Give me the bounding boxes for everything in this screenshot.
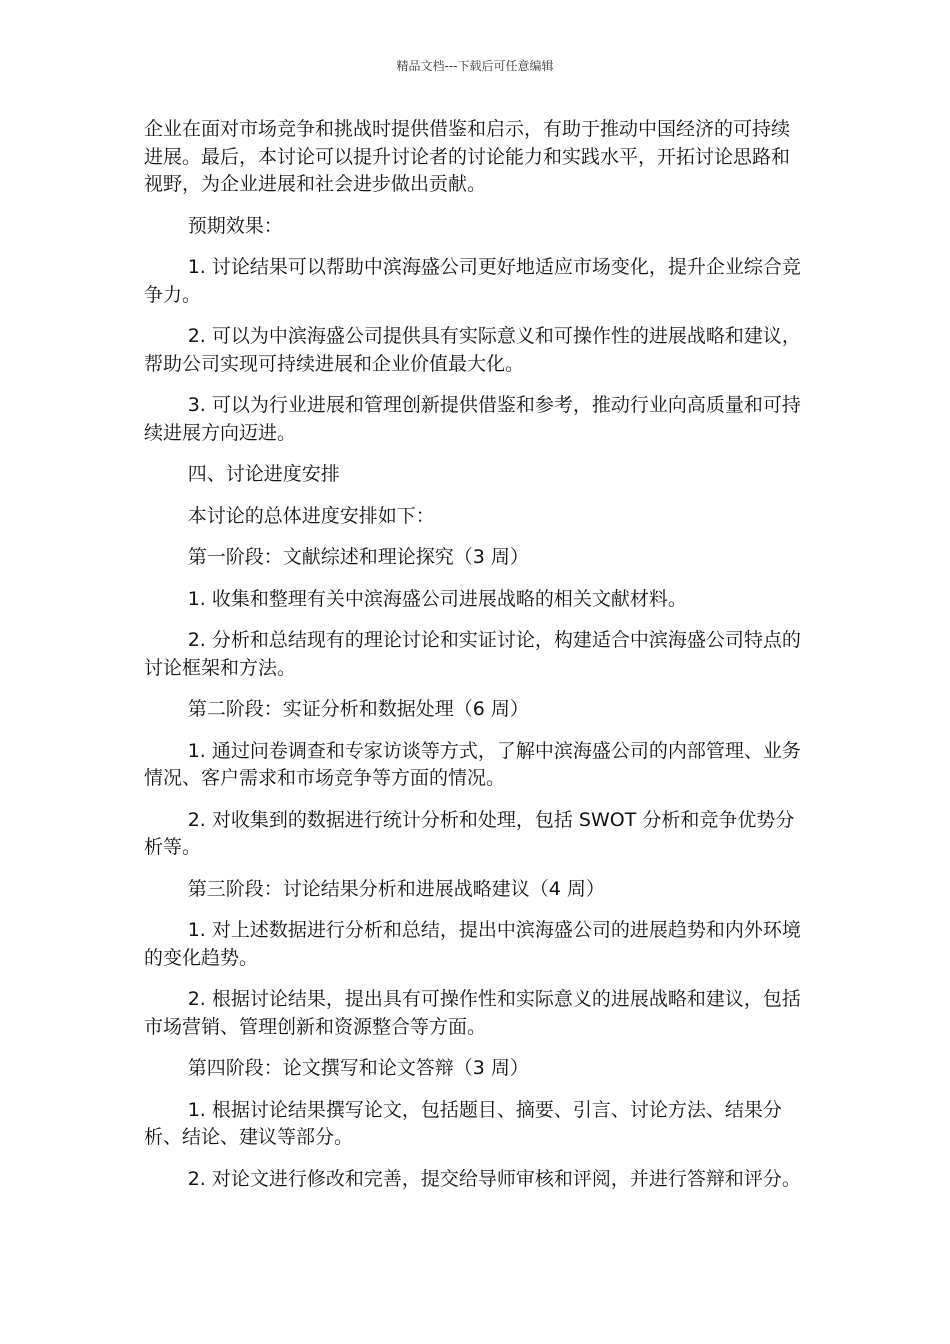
phase-heading: 第四阶段：论文撰写和论文答辩（3 周） (187, 1057, 529, 1079)
paragraph: 企业在面对市场竞争和挑战时提供借鉴和启示，有助于推动中国经济的可持续进展。最后，本讨论可以提升讨论者的讨论能力和实践水平，开拓讨论思路和视野，为企业进展和社会进步做出贡献。 (144, 118, 791, 195)
document-body (144, 116, 808, 1207)
paragraph: 3. 可以为行业进展和管理创新提供借鉴和参考，推动行业向高质量和可持续进展方向迈进。 (144, 394, 801, 444)
paragraph: 2. 分析和总结现有的理论讨论和实证讨论，构建适合中滨海盛公司特点的讨论框架和方法。 (144, 629, 801, 679)
paragraph: 本讨论的总体进度安排如下： (187, 504, 435, 527)
paragraph: 1. 对上述数据进行分析和总结，提出中滨海盛公司的进展趋势和内外环境的变化趋势。 (144, 919, 801, 969)
section-heading: 四、讨论进度安排 (187, 463, 340, 485)
paragraph: 2. 可以为中滨海盛公司提供具有实际意义和可操作性的进展战略和建议，帮助公司实现可持续进展和企业价值最大化。 (144, 325, 801, 375)
page-header: 精品文档---下载后可任意编辑 (396, 59, 554, 73)
phase-heading: 第三阶段：讨论结果分析和进展战略建议（4 周） (187, 877, 605, 900)
paragraph: 2. 对收集到的数据进行统计分析和处理，包括 SWOT 分析和竞争优势分析等。 (144, 808, 795, 858)
paragraph: 2. 根据讨论结果，提出具有可操作性和实际意义的进展战略和建议，包括市场营销、管理创新和资源整合等方面。 (144, 988, 801, 1038)
paragraph: 1. 根据讨论结果撰写论文，包括题目、摘要、引言、讨论方法、结果分析、结论、建议等部分。 (144, 1098, 782, 1148)
paragraph: 2. 对论文进行修改和完善，提交给导师审核和评阅，并进行答辩和评分。 (187, 1167, 801, 1190)
phase-heading: 第一阶段：文献综述和理论探究（3 周） (187, 546, 529, 568)
paragraph: 1. 收集和整理有关中滨海盛公司进展战略的相关文献材料。 (187, 587, 687, 610)
phase-heading: 第二阶段：实证分析和数据处理（6 周） (187, 698, 529, 720)
section-label: 预期效果： (187, 214, 283, 237)
paragraph: 1. 通过问卷调查和专家访谈等方式，了解中滨海盛公司的内部管理、业务情况、客户需求和市场竞争等方面的情况。 (144, 739, 801, 789)
paragraph: 1. 讨论结果可以帮助中滨海盛公司更好地适应市场变化，提升企业综合竞争力。 (144, 256, 801, 306)
